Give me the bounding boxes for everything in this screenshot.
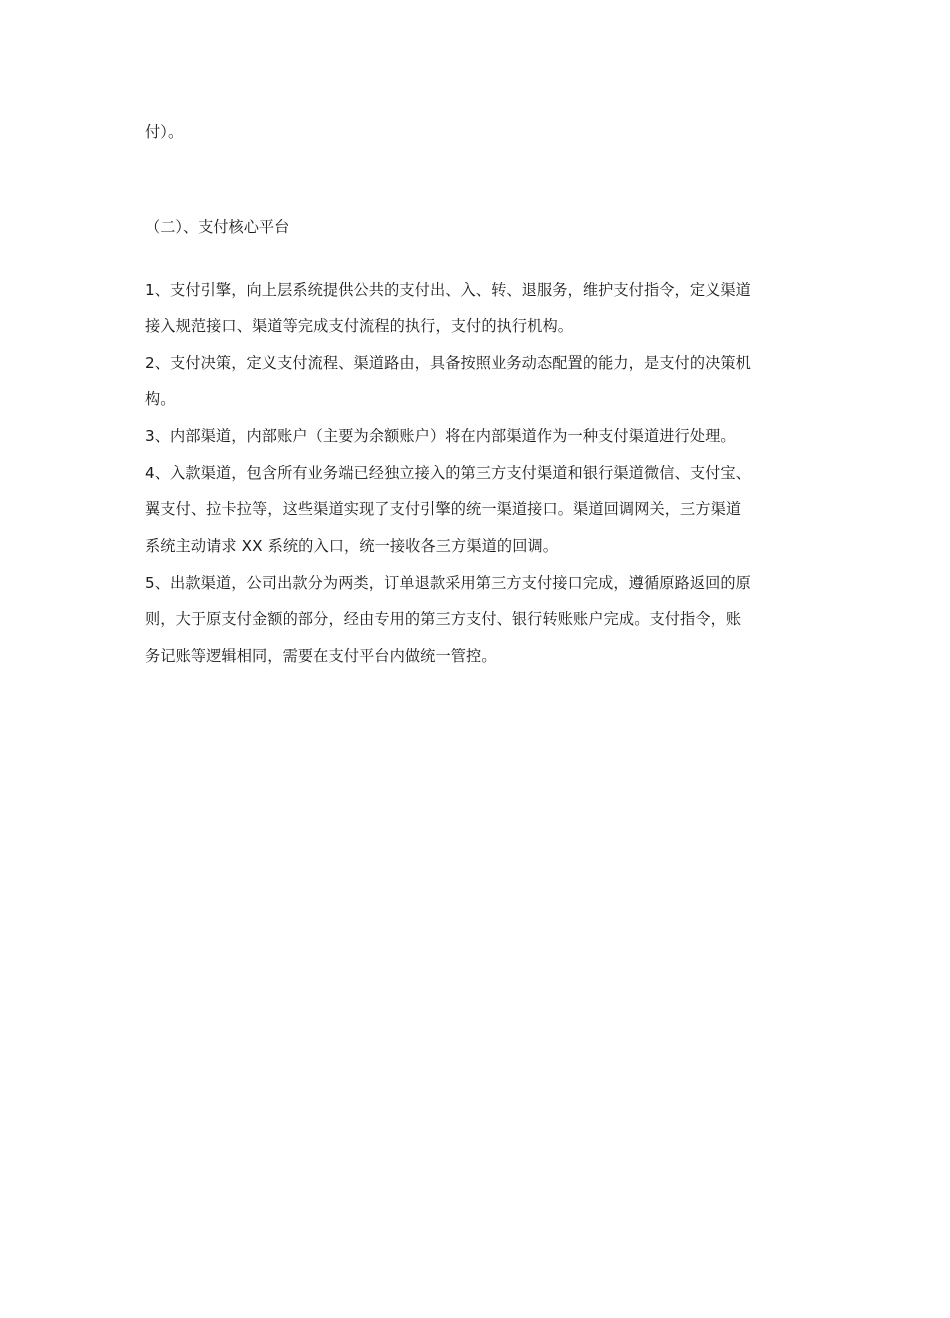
- paragraph-line: 翼支付、拉卡拉等，这些渠道实现了支付引擎的统一渠道接口。渠道回调网关，三方渠道: [145, 500, 742, 518]
- paragraph-line: 2、支付决策，定义支付流程、渠道路由，具备按照业务动态配置的能力，是支付的决策机: [145, 354, 751, 372]
- section-heading: （二）、支付核心平台: [145, 218, 290, 236]
- paragraph-line: 5、出款渠道，公司出款分为两类，订单退款采用第三方支付接口完成，遵循原路返回的原: [145, 574, 751, 592]
- paragraph-line: 3、内部渠道，内部账户（主要为余额账户）将在内部渠道作为一种支付渠道进行处理。: [145, 427, 736, 445]
- paragraph-line: 4、入款渠道，包含所有业务端已经独立接入的第三方支付渠道和银行渠道微信、支付宝、: [145, 464, 751, 482]
- continuation-text: 付）。: [145, 123, 184, 141]
- paragraph-line: 则，大于原支付金额的部分，经由专用的第三方支付、银行转账账户完成。支付指令，账: [145, 610, 742, 628]
- paragraph-line: 系统主动请求 XX 系统的入口，统一接收各三方渠道的回调。: [145, 537, 559, 555]
- paragraph-line: 务记账等逻辑相同，需要在支付平台内做统一管控。: [145, 647, 497, 665]
- paragraph-line: 构。: [145, 390, 176, 408]
- paragraph-line: 1、支付引擎，向上层系统提供公共的支付出、入、转、退服务，维护支付指令，定义渠道: [145, 281, 751, 299]
- paragraph-line: 接入规范接口、渠道等完成支付流程的执行，支付的执行机构。: [145, 317, 574, 335]
